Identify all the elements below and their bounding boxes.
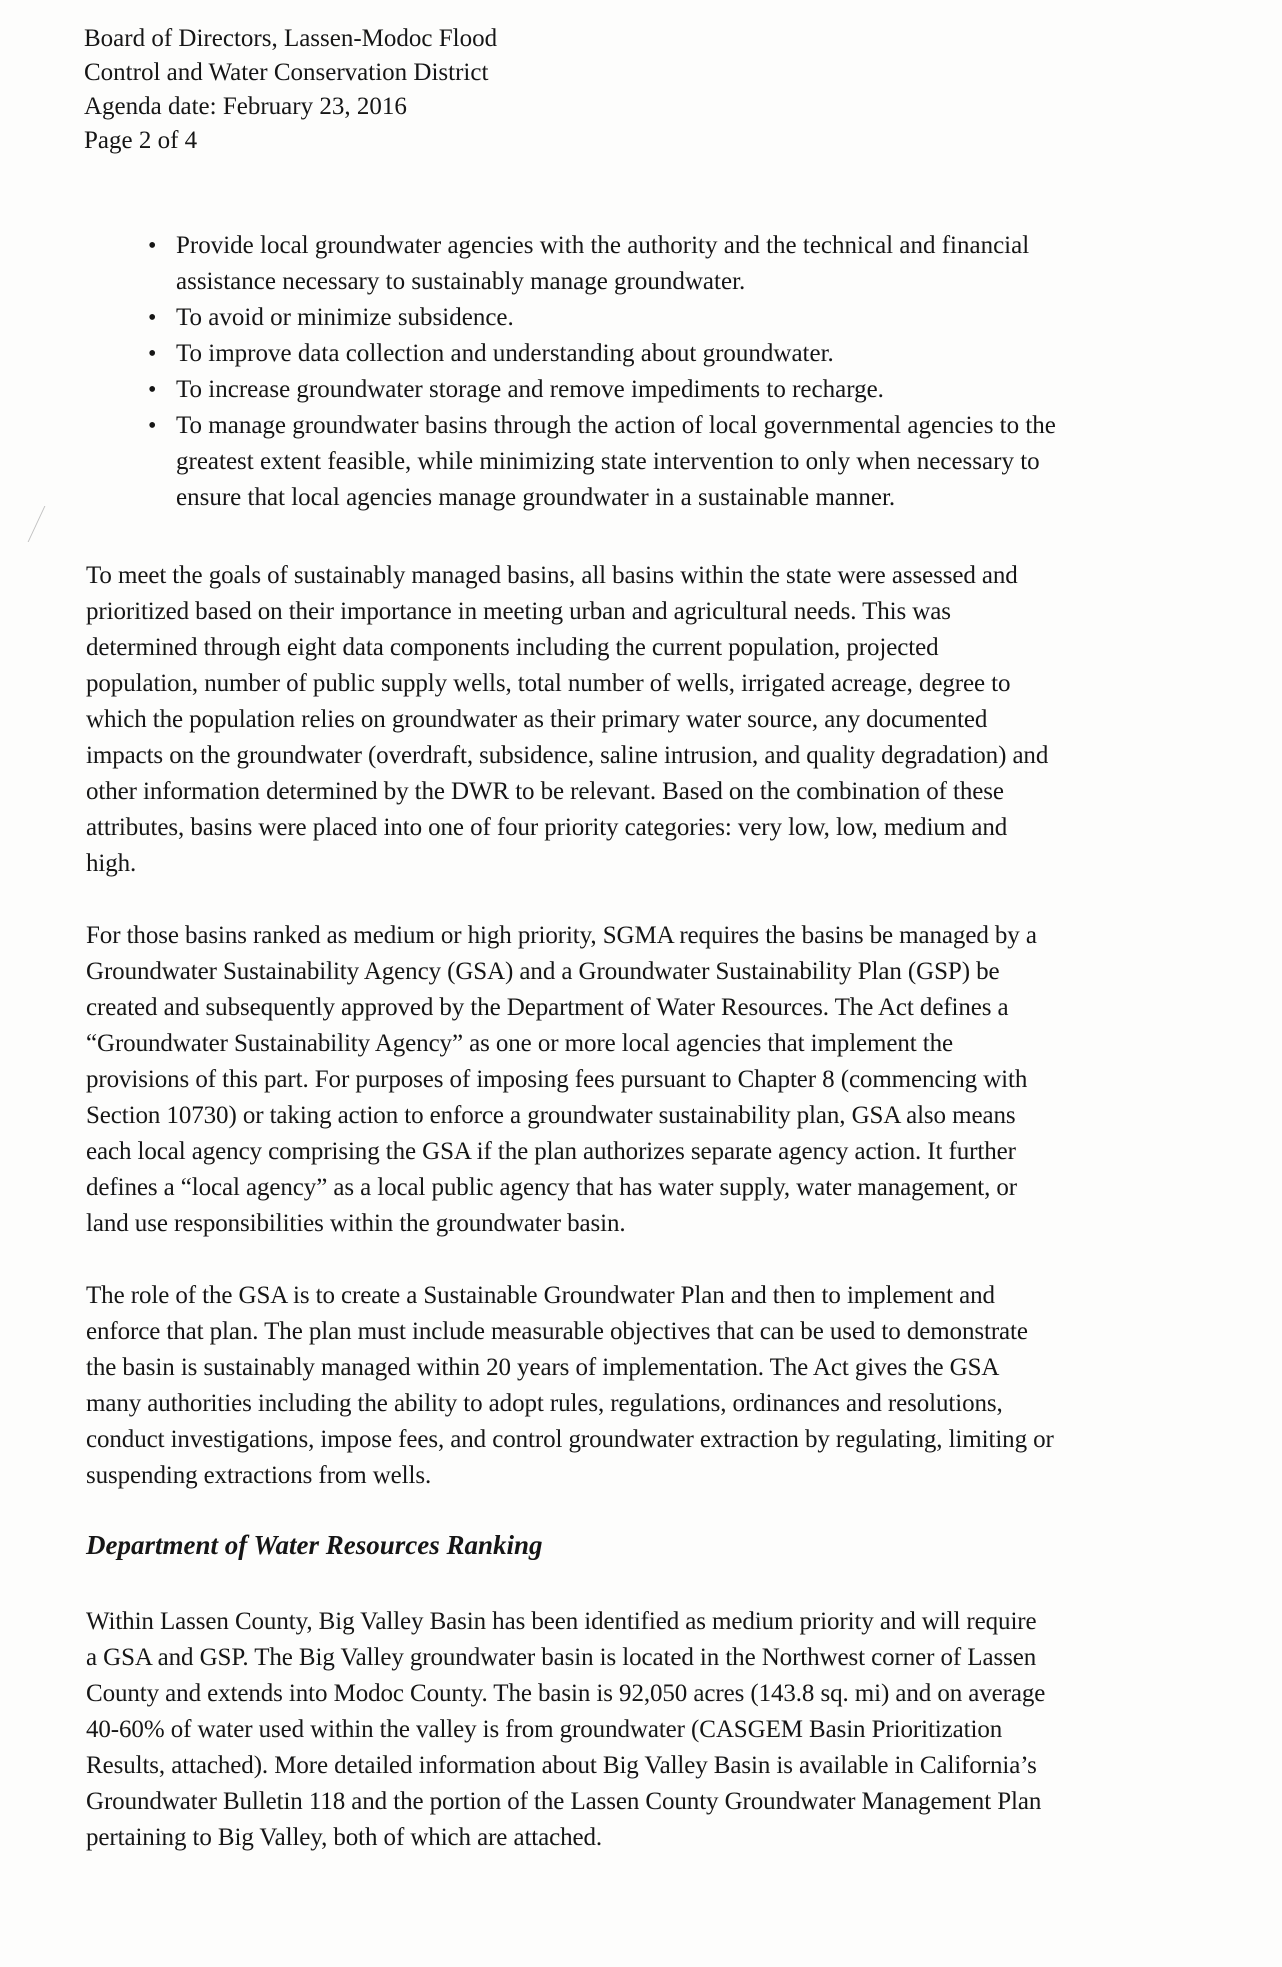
bullet-line: • To increase groundwater storage and remove impediments to recharge. [176,376,884,403]
bullet-line: • To avoid or minimize subsidence. [176,304,514,331]
paragraph-line: determined through eight data components including the current population, projected [86,634,939,661]
paragraph-line: For those basins ranked as medium or high priority, SGMA requires the basins be managed by a [86,922,1037,949]
paragraph-line: other information determined by the DWR to be relevant. Based on the combination of these [86,778,1004,805]
paragraph-line: To meet the goals of sustainably managed basins, all basins within the state were assessed and [86,562,1018,589]
paragraph-line: many authorities including the ability to adopt rules, regulations, ordinances and resolutions, [86,1390,1003,1417]
paragraph-big-valley [86,1604,1282,1856]
bullet-line: ensure that local agencies manage groundwater in a sustainable manner. [176,484,896,511]
header-line: Control and Water Conservation District [84,59,489,86]
paragraph-line: 40-60% of water used within the valley is from groundwater (CASGEM Basin Prioritization [86,1716,1003,1743]
paragraph-line: provisions of this part. For purposes of imposing fees pursuant to Chapter 8 (commencing with [86,1066,1028,1093]
header-line: Board of Directors, Lassen-Modoc Flood [84,25,498,52]
paragraph-line: impacts on the groundwater (overdraft, subsidence, saline intrusion, and quality degradation) and [86,742,1049,769]
header-agenda-date: Agenda date: February 23, 2016 [84,93,407,120]
bullet-line: • To manage groundwater basins through the action of local governmental agencies to the [176,412,1056,439]
bullet-item [148,336,1258,372]
paragraph-line: attributes, basins were placed into one of four priority categories: very low, low, medium and [86,814,1008,841]
paragraph-gsa-definition [86,918,1282,1242]
bullet-line: greatest extent feasible, while minimizing state intervention to only when necessary to [176,448,1040,475]
bullet-item [148,408,1258,516]
paragraph-line: Results, attached). More detailed information about Big Valley Basin is available in California’s [86,1752,1037,1779]
paragraph-line: Within Lassen County, Big Valley Basin has been identified as medium priority and will require [86,1608,1037,1635]
goals-bullet-list [148,228,1258,516]
bullet-item [148,372,1258,408]
paragraph-line: Groundwater Sustainability Agency (GSA) and a Groundwater Sustainability Plan (GSP) be [86,958,1000,985]
paragraph-line: population, number of public supply wells, total number of wells, irrigated acreage, degree to [86,670,1011,697]
paragraph-line: land use responsibilities within the groundwater basin. [86,1210,626,1237]
paragraph-line: defines a “local agency” as a local public agency that has water supply, water management, or [86,1174,1018,1201]
paragraph-line: Section 10730) or taking action to enforce a groundwater sustainability plan, GSA also means [86,1102,1016,1129]
paragraph-line: County and extends into Modoc County. The basin is 92,050 acres (143.8 sq. mi) and on average [86,1680,1046,1707]
bullet-line: • Provide local groundwater agencies with the authority and the technical and financial [176,232,1030,259]
margin-pen-mark [28,506,62,542]
section-heading: Department of Water Resources Ranking [86,1530,543,1560]
paragraph-gsa-role [86,1278,1282,1494]
paragraph-line: conduct investigations, impose fees, and control groundwater extraction by regulating, limiting or [86,1426,1054,1453]
paragraph-line: The role of the GSA is to create a Sustainable Groundwater Plan and then to implement and [86,1282,995,1309]
paragraph-line: suspending extractions from wells. [86,1462,432,1489]
bullet-line: • To improve data collection and understanding about groundwater. [176,340,834,367]
paragraph-line: which the population relies on groundwater as their primary water source, any documented [86,706,988,733]
paragraph-line: created and subsequently approved by the Department of Water Resources. The Act defines a [86,994,1009,1021]
bullet-line: assistance necessary to sustainably manage groundwater. [176,268,746,295]
paragraph-line: the basin is sustainably managed within 20 years of implementation. The Act gives the GSA [86,1354,1000,1381]
header-page-number: Page 2 of 4 [84,127,198,154]
paragraph-basin-prioritization [86,558,1282,882]
paragraph-line: prioritized based on their importance in meeting urban and agricultural needs. This was [86,598,951,625]
bullet-item [148,300,1258,336]
paragraph-line: pertaining to Big Valley, both of which are attached. [86,1824,603,1851]
paragraph-line: enforce that plan. The plan must include measurable objectives that can be used to demonstrate [86,1318,1028,1345]
page-header [84,22,497,158]
paragraph-line: high. [86,850,137,877]
paragraph-line: a GSA and GSP. The Big Valley groundwater basin is located in the Northwest corner of Lassen [86,1644,1037,1671]
paragraph-line: “Groundwater Sustainability Agency” as one or more local agencies that implement the [86,1030,954,1057]
paragraph-line: each local agency comprising the GSA if the plan authorizes separate agency action. It further [86,1138,1016,1165]
bullet-item [148,228,1258,300]
paragraph-line: Groundwater Bulletin 118 and the portion of the Lassen County Groundwater Management Plan [86,1788,1042,1815]
